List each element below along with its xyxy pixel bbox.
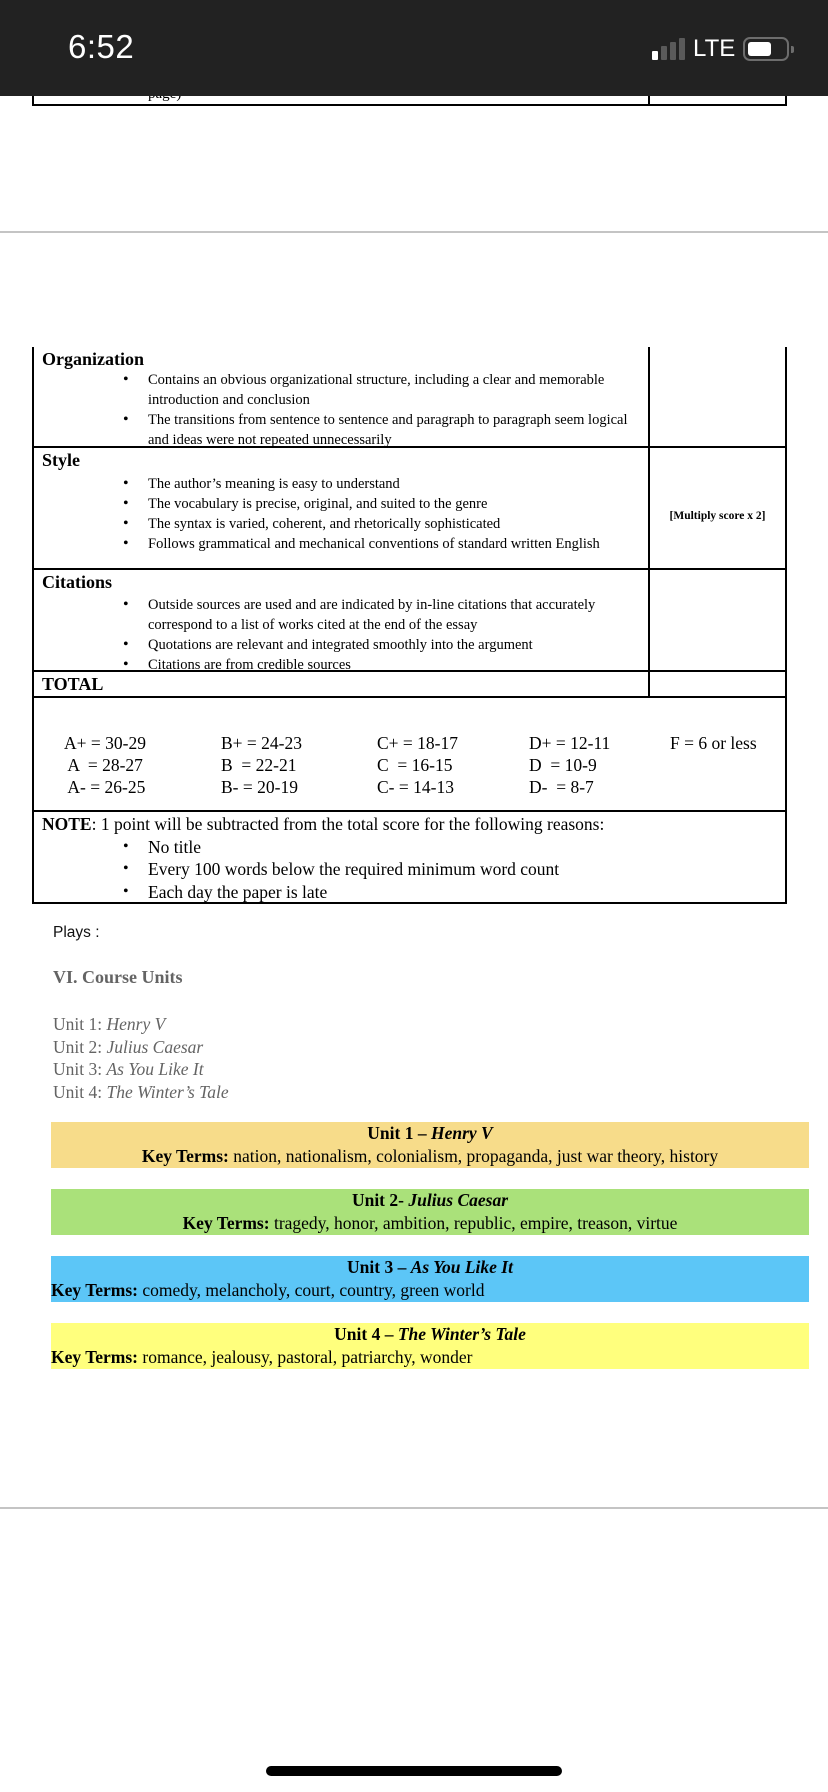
unit-list-item: Unit 3: As You Like It (53, 1059, 204, 1079)
grade-scale (34, 698, 785, 812)
grade-range: F = 6 or less (670, 733, 757, 753)
penalty-item: • No title (148, 836, 785, 859)
unit-box-title: Unit 1 – Henry V (367, 1123, 493, 1143)
grade-range: A- = 26-25 (64, 777, 146, 797)
status-bar (0, 0, 828, 96)
status-indicators (652, 36, 789, 62)
unit-key-terms: Key Terms: nation, nationalism, colonialism, propaganda, just war theory, history (141, 1145, 719, 1166)
grade-range: B = 22-21 (221, 755, 297, 775)
grade-range: A+ = 30-29 (64, 733, 146, 753)
unit-list-item: Unit 4: The Winter’s Tale (53, 1081, 229, 1102)
grade-range: D+ = 12-11 (529, 733, 611, 753)
rubric-row-title: Style (42, 450, 80, 470)
rubric-row-organization (34, 347, 785, 448)
unit-key-terms: Key Terms: tragedy, honor, ambition, republic, empire, treason, virtue (182, 1212, 678, 1233)
rubric-row-total (34, 672, 785, 698)
grade-column-c (377, 732, 458, 798)
unit-box-2 (51, 1189, 809, 1235)
rubric-criterion: • Citations are from credible sources (148, 655, 634, 675)
network-type: LTE (693, 35, 736, 62)
page-separator (0, 1507, 828, 1509)
grade-column-a (64, 732, 146, 798)
section-heading: VI. Course Units (53, 967, 183, 987)
rubric-row-title: Citations (42, 572, 113, 592)
unit-box-4 (51, 1323, 809, 1369)
note-text: : 1 point will be subtracted from the total score for the following reasons: (91, 814, 605, 834)
unit-box-3 (51, 1256, 809, 1302)
penalty-note (34, 812, 785, 904)
grade-column-d (529, 732, 610, 798)
rubric-table (32, 347, 787, 904)
signal-icon (652, 38, 685, 60)
total-label: TOTAL (42, 674, 104, 694)
score-multiplier-note: [Multiply score x 2] (669, 510, 766, 522)
rubric-criterion: • The syntax is varied, coherent, and rhetorically sophisticated (148, 514, 634, 534)
grade-range: B- = 20-19 (221, 777, 298, 797)
rubric-criterion: • Outside sources are used and are indicated by in-line citations that accurately correspond to a list of works cited at the end of the essay (148, 595, 634, 635)
penalty-item: • Every 100 words below the required minimum word count (148, 858, 785, 881)
penalty-item: • Each day the paper is late (148, 881, 785, 904)
grade-column-b (221, 732, 302, 798)
grade-range: B+ = 24-23 (221, 733, 302, 753)
rubric-criterion: • Follows grammatical and mechanical conventions of standard written English (148, 534, 634, 554)
status-time: 6:52 (68, 28, 135, 65)
course-unit-list (53, 1013, 229, 1103)
unit-box-1 (51, 1122, 809, 1168)
home-indicator[interactable] (266, 1766, 562, 1776)
rubric-criterion: • Quotations are relevant and integrated smoothly into the argument (148, 635, 634, 655)
rubric-criterion: • The transitions from sentence to sentence and paragraph to paragraph seem logical and ideas were not repeated unnecessarily (148, 410, 634, 450)
unit-list-item: Unit 2: Julius Caesar (53, 1036, 204, 1057)
grade-range: A = 28-27 (64, 755, 143, 775)
grade-range: C- = 14-13 (377, 777, 454, 797)
unit-box-title: Unit 2- Julius Caesar (351, 1190, 509, 1210)
rubric-row-citations (34, 570, 785, 672)
grade-range: D- = 8-7 (529, 777, 594, 797)
rubric-criterion: • The vocabulary is precise, original, and suited to the genre (148, 494, 634, 514)
note-label: NOTE (42, 814, 92, 834)
grade-column-f (670, 732, 757, 754)
unit-box-title: Unit 3 – As You Like It (347, 1257, 513, 1277)
grade-range: D = 10-9 (529, 755, 597, 775)
page-separator (0, 231, 828, 233)
rubric-row-title: Organization (42, 349, 144, 369)
unit-list-item: Unit 1: Henry V (53, 1014, 166, 1034)
battery-icon (743, 37, 789, 61)
unit-box-title: Unit 4 – The Winter’s Tale (334, 1324, 526, 1344)
plays-label: Plays : (53, 924, 100, 941)
rubric-criterion: • Contains an obvious organizational structure, including a clear and memorable introduction and conclusion (148, 370, 634, 410)
grade-range: C+ = 18-17 (377, 733, 458, 753)
unit-key-terms: Key Terms: comedy, melancholy, court, country, green world (51, 1279, 485, 1300)
grade-range: C = 16-15 (377, 755, 453, 775)
rubric-criterion: • The author’s meaning is easy to understand (148, 474, 634, 494)
unit-key-terms: Key Terms: romance, jealousy, pastoral, patriarchy, wonder (51, 1346, 473, 1367)
rubric-row-style (34, 448, 785, 570)
